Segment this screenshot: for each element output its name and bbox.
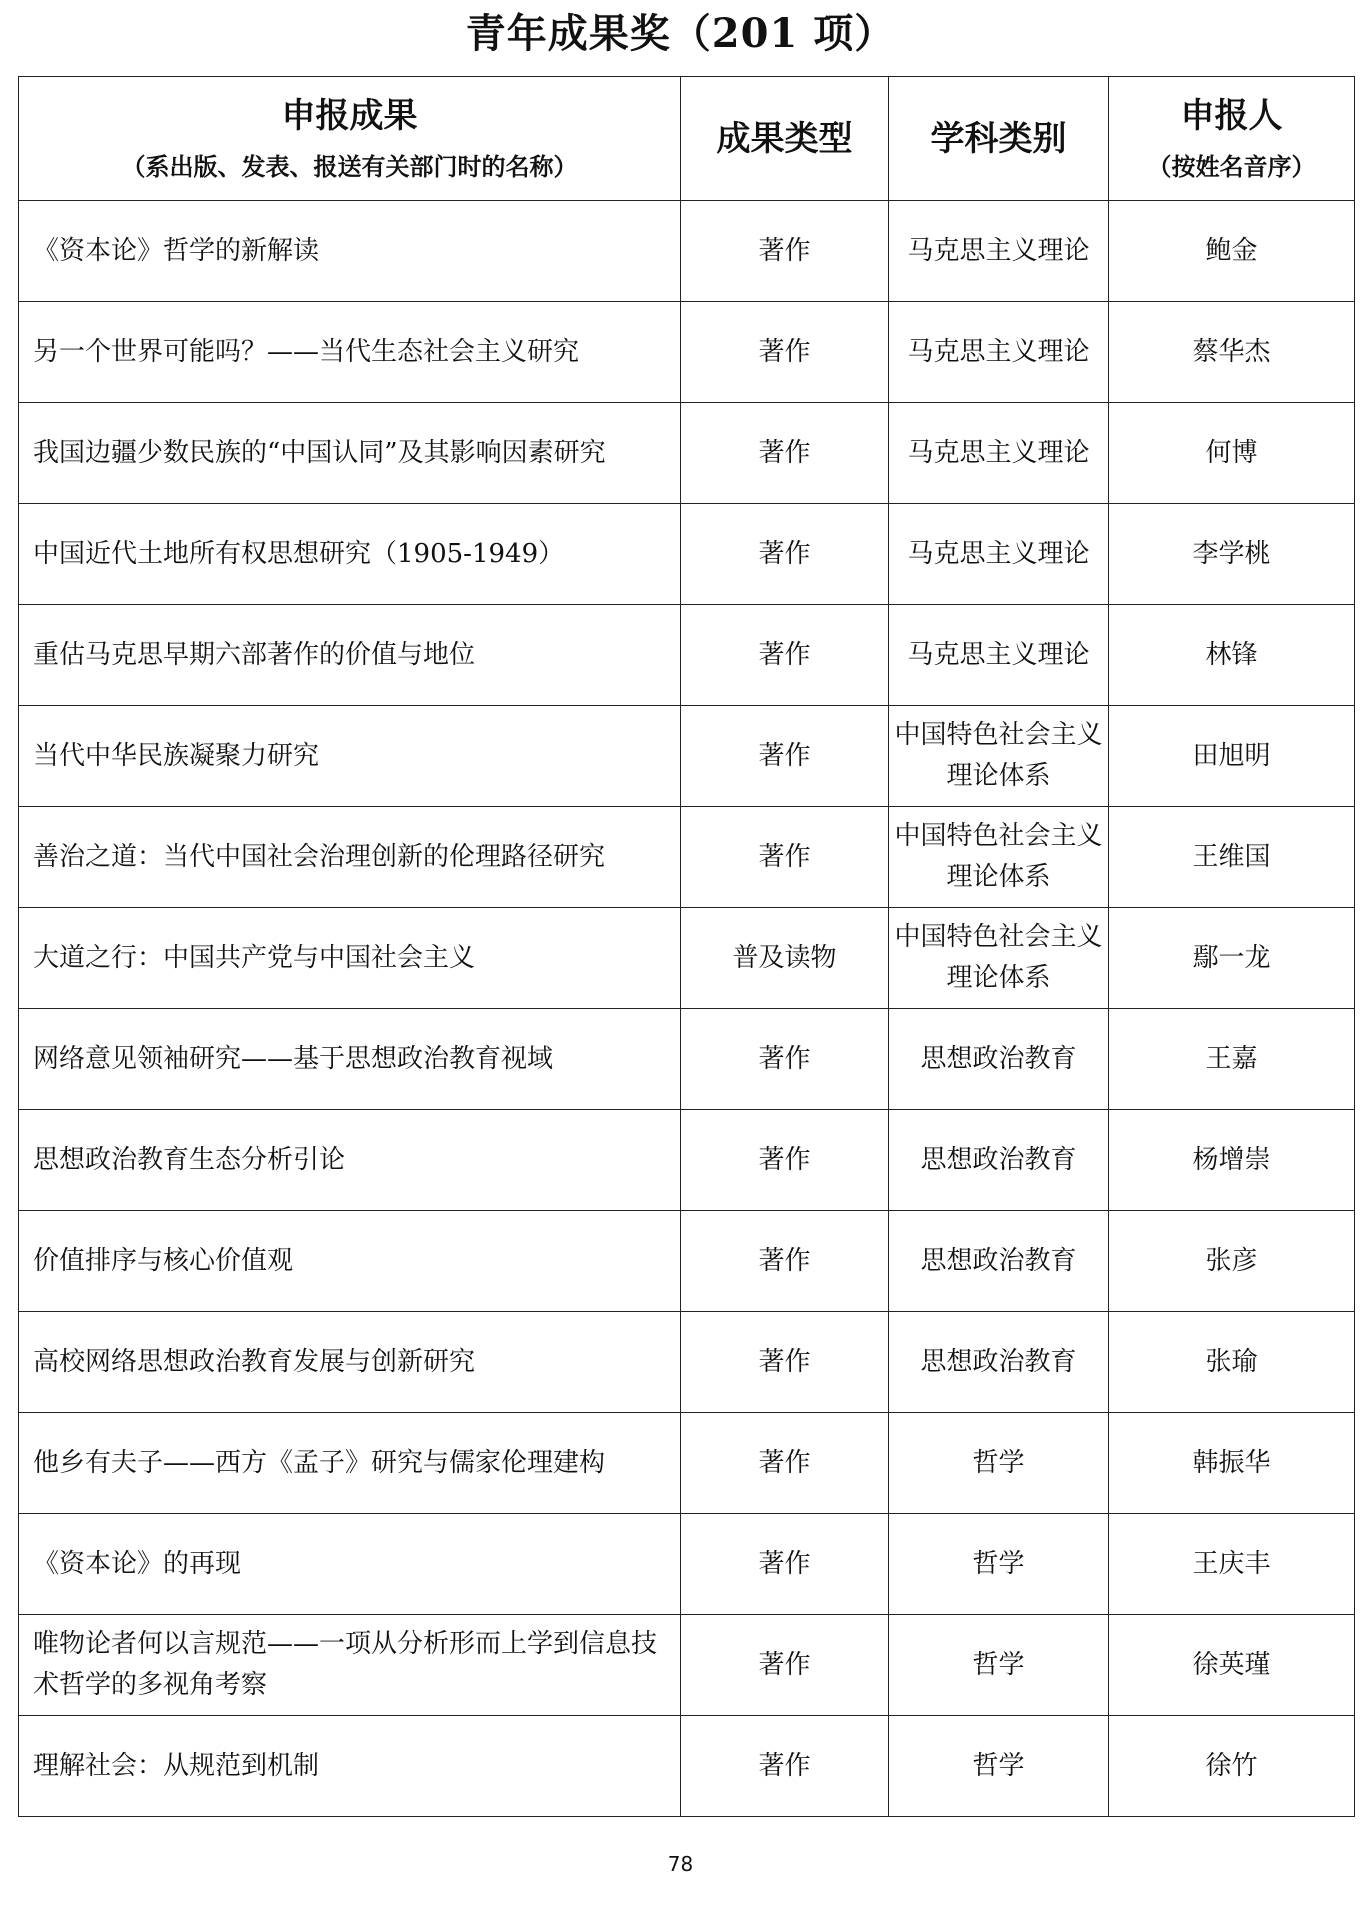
applicant: 韩振华 xyxy=(1109,1413,1355,1514)
table-row xyxy=(19,1615,1355,1716)
discipline: 中国特色社会主义理论体系 xyxy=(889,908,1109,1009)
discipline: 中国特色社会主义理论体系 xyxy=(889,706,1109,807)
achievement-type: 著作 xyxy=(681,201,889,302)
table-row xyxy=(19,1716,1355,1817)
header-type-label: 成果类型 xyxy=(716,118,853,159)
header-type xyxy=(681,77,889,201)
applicant: 蔡华杰 xyxy=(1109,302,1355,403)
achievement-title: 网络意见领袖研究——基于思想政治教育视域 xyxy=(19,1009,681,1110)
achievement-type: 著作 xyxy=(681,1211,889,1312)
achievement-title: 《资本论》哲学的新解读 xyxy=(19,201,681,302)
header-applicant-note: （按姓名音序） xyxy=(1147,151,1316,181)
table-row xyxy=(19,908,1355,1009)
table-row xyxy=(19,302,1355,403)
achievement-type: 著作 xyxy=(681,1615,889,1716)
discipline: 思想政治教育 xyxy=(889,1211,1109,1312)
page-title: 青年成果奖（201 项） xyxy=(465,10,896,57)
applicant: 鲍金 xyxy=(1109,201,1355,302)
discipline: 哲学 xyxy=(889,1514,1109,1615)
table-header-row xyxy=(19,77,1355,201)
header-applicant xyxy=(1109,77,1355,201)
applicant: 王维国 xyxy=(1109,807,1355,908)
discipline: 思想政治教育 xyxy=(889,1009,1109,1110)
achievement-title: 我国边疆少数民族的“中国认同”及其影响因素研究 xyxy=(19,403,681,504)
table-row xyxy=(19,1211,1355,1312)
achievement-title: 当代中华民族凝聚力研究 xyxy=(19,706,681,807)
awards-table xyxy=(18,76,1355,1817)
achievement-type: 著作 xyxy=(681,504,889,605)
achievement-type: 著作 xyxy=(681,1110,889,1211)
achievement-title: 价值排序与核心价值观 xyxy=(19,1211,681,1312)
header-achievement-label: 申报成果 xyxy=(281,95,418,136)
discipline: 哲学 xyxy=(889,1413,1109,1514)
achievement-title: 他乡有夫子——西方《孟子》研究与儒家伦理建构 xyxy=(19,1413,681,1514)
applicant: 王庆丰 xyxy=(1109,1514,1355,1615)
discipline: 哲学 xyxy=(889,1615,1109,1716)
table-row xyxy=(19,807,1355,908)
achievement-title: 重估马克思早期六部著作的价值与地位 xyxy=(19,605,681,706)
table-row xyxy=(19,504,1355,605)
header-achievement-note: （系出版、发表、报送有关部门时的名称） xyxy=(121,151,578,181)
discipline: 思想政治教育 xyxy=(889,1110,1109,1211)
applicant: 张彦 xyxy=(1109,1211,1355,1312)
discipline: 马克思主义理论 xyxy=(889,201,1109,302)
applicant: 杨增崇 xyxy=(1109,1110,1355,1211)
achievement-title: 大道之行：中国共产党与中国社会主义 xyxy=(19,908,681,1009)
achievement-type: 著作 xyxy=(681,302,889,403)
discipline: 马克思主义理论 xyxy=(889,504,1109,605)
achievement-type: 著作 xyxy=(681,1009,889,1110)
achievement-type: 著作 xyxy=(681,1716,889,1817)
discipline: 思想政治教育 xyxy=(889,1312,1109,1413)
applicant: 徐竹 xyxy=(1109,1716,1355,1817)
achievement-title: 高校网络思想政治教育发展与创新研究 xyxy=(19,1312,681,1413)
achievement-title: 善治之道：当代中国社会治理创新的伦理路径研究 xyxy=(19,807,681,908)
achievement-title: 中国近代土地所有权思想研究（1905-1949） xyxy=(19,504,681,605)
applicant: 何博 xyxy=(1109,403,1355,504)
achievement-type: 著作 xyxy=(681,605,889,706)
page-number: 78 xyxy=(667,1852,694,1876)
achievement-type: 普及读物 xyxy=(681,908,889,1009)
achievement-title: 《资本论》的再现 xyxy=(19,1514,681,1615)
table-row xyxy=(19,1009,1355,1110)
applicant: 张瑜 xyxy=(1109,1312,1355,1413)
header-achievement xyxy=(19,77,681,201)
achievement-title: 理解社会：从规范到机制 xyxy=(19,1716,681,1817)
discipline: 马克思主义理论 xyxy=(889,403,1109,504)
discipline: 中国特色社会主义理论体系 xyxy=(889,807,1109,908)
table-row xyxy=(19,1413,1355,1514)
achievement-title: 唯物论者何以言规范——一项从分析形而上学到信息技术哲学的多视角考察 xyxy=(19,1615,681,1716)
applicant: 李学桃 xyxy=(1109,504,1355,605)
applicant: 徐英瑾 xyxy=(1109,1615,1355,1716)
achievement-type: 著作 xyxy=(681,1413,889,1514)
discipline: 哲学 xyxy=(889,1716,1109,1817)
table-row xyxy=(19,605,1355,706)
table-row xyxy=(19,403,1355,504)
table-row xyxy=(19,1312,1355,1413)
achievement-title: 另一个世界可能吗？——当代生态社会主义研究 xyxy=(19,302,681,403)
achievement-type: 著作 xyxy=(681,706,889,807)
applicant: 王嘉 xyxy=(1109,1009,1355,1110)
header-discipline xyxy=(889,77,1109,201)
header-applicant-label: 申报人 xyxy=(1180,95,1283,136)
achievement-type: 著作 xyxy=(681,403,889,504)
achievement-type: 著作 xyxy=(681,1514,889,1615)
table-row xyxy=(19,1514,1355,1615)
applicant: 田旭明 xyxy=(1109,706,1355,807)
table-row xyxy=(19,1110,1355,1211)
table-row xyxy=(19,201,1355,302)
applicant: 林锋 xyxy=(1109,605,1355,706)
achievement-title: 思想政治教育生态分析引论 xyxy=(19,1110,681,1211)
discipline: 马克思主义理论 xyxy=(889,302,1109,403)
table-row xyxy=(19,706,1355,807)
achievement-type: 著作 xyxy=(681,807,889,908)
header-discipline-label: 学科类别 xyxy=(930,118,1067,159)
applicant: 鄢一龙 xyxy=(1109,908,1355,1009)
achievement-type: 著作 xyxy=(681,1312,889,1413)
discipline: 马克思主义理论 xyxy=(889,605,1109,706)
